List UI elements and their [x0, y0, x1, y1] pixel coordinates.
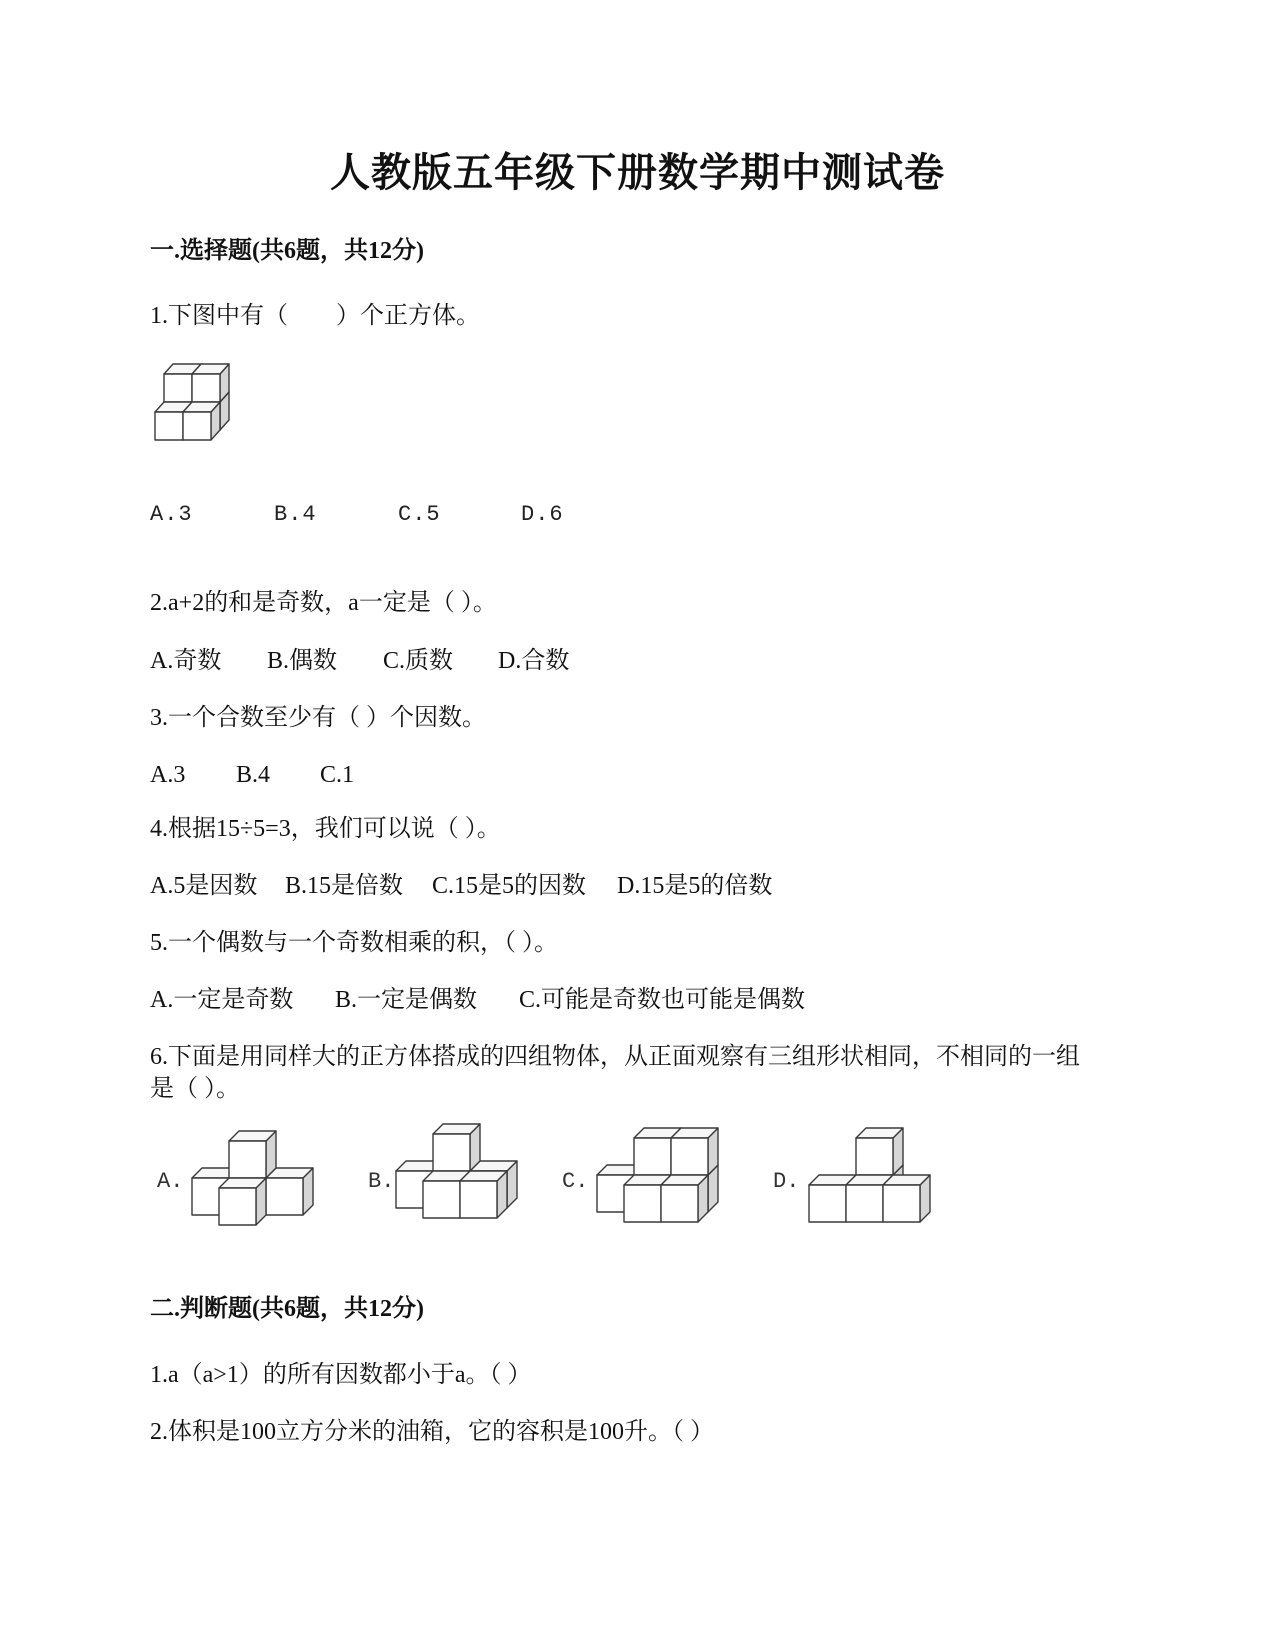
option-a: A.3: [150, 762, 186, 788]
cube: [266, 1168, 313, 1215]
option-a: A.5是因数: [150, 873, 258, 899]
cube-front-face: [856, 1138, 893, 1175]
option-d: D.6: [521, 502, 564, 527]
cube-front-face: [192, 374, 220, 402]
section-heading-choice: 一.选择题(共6题，共12分): [150, 238, 424, 264]
question-stem: 2.体积是100立方分米的油箱，它的容积是100升。（ ）: [150, 1419, 714, 1445]
cube-front-face: [423, 1181, 460, 1218]
question-stem: 3.一个合数至少有（ ）个因数。: [150, 705, 486, 731]
cube-front-face: [883, 1185, 920, 1222]
option-c: C.质数: [383, 648, 454, 674]
cube: [433, 1124, 480, 1171]
cube-front-face: [846, 1185, 883, 1222]
question-stem-line-1: 6.下面是用同样大的正方体搭成的四组物体，从正面观察有三组形状相同，不相同的一组: [150, 1044, 1080, 1070]
question-stem: 4.根据15÷5=3，我们可以说（ ）。: [150, 816, 501, 842]
cube: [229, 1131, 276, 1178]
option-list: [150, 501, 1110, 529]
cube-front-face: [624, 1185, 661, 1222]
option-a: A.一定是奇数: [150, 987, 294, 1013]
option-d: D.15是5的倍数: [617, 873, 773, 899]
cube-front-face: [164, 374, 192, 402]
question-stem: 2.a+2的和是奇数，a一定是（ ）。: [150, 590, 497, 616]
option-list: [150, 986, 1110, 1014]
option-b: B.偶数: [267, 648, 338, 674]
cube-front-face: [219, 1188, 256, 1225]
cube-group-b: [396, 1124, 517, 1218]
question-stem: 1.下图中有（ ）个正方体。: [150, 303, 480, 329]
option-b: B.15是倍数: [285, 873, 404, 899]
option-a: A.3: [150, 502, 193, 527]
figure-label-a: A.: [157, 1169, 184, 1194]
cube: [883, 1175, 930, 1222]
question-stem: 1.a（a>1）的所有因数都小于a。（ ）: [150, 1362, 532, 1388]
cube-front-face: [634, 1138, 671, 1175]
cube-front-face: [266, 1178, 303, 1215]
option-b: B.4: [274, 502, 317, 527]
option-list: [150, 761, 1110, 789]
cube-figure-q1: [150, 355, 240, 450]
cube: [192, 364, 229, 402]
section-heading-judge: 二.判断题(共6题，共12分): [150, 1296, 424, 1322]
cube-group-d: [809, 1128, 930, 1222]
cube-front-face: [433, 1134, 470, 1171]
cube-front-face: [809, 1185, 846, 1222]
cube: [661, 1175, 708, 1222]
cube: [460, 1171, 507, 1218]
option-list: [150, 647, 1110, 675]
page-title: 人教版五年级下册数学期中测试卷: [330, 150, 945, 195]
option-d: D.合数: [498, 648, 570, 674]
option-a: A.奇数: [150, 648, 222, 674]
cube-front-face: [183, 412, 211, 440]
question-stem-line-2: 是（ ）。: [150, 1076, 240, 1102]
cube-group-c: [597, 1128, 718, 1222]
cube: [856, 1128, 903, 1175]
figure-label-d: D.: [773, 1169, 800, 1194]
option-c: C.可能是奇数也可能是偶数: [519, 987, 806, 1013]
question-stem: 5.一个偶数与一个奇数相乘的积，（ ）。: [150, 930, 558, 956]
cube-front-face: [460, 1181, 497, 1218]
cube-stack: [155, 364, 229, 440]
cube: [183, 402, 220, 440]
option-b: B.一定是偶数: [335, 987, 478, 1013]
cube-group-a: [192, 1131, 313, 1225]
option-list: [150, 872, 1110, 900]
cube-front-face: [155, 412, 183, 440]
option-c: C.1: [320, 762, 355, 788]
option-c: C.5: [398, 502, 441, 527]
option-b: B.4: [236, 762, 271, 788]
cube: [671, 1128, 718, 1175]
cube-front-face: [661, 1185, 698, 1222]
figure-label-c: C.: [562, 1169, 589, 1194]
cube-front-face: [671, 1138, 708, 1175]
figure-label-b: B.: [368, 1169, 395, 1194]
cube: [219, 1178, 266, 1225]
cube-front-face: [229, 1141, 266, 1178]
option-c: C.15是5的因数: [432, 873, 587, 899]
cube-figures-q6: [150, 1120, 950, 1235]
